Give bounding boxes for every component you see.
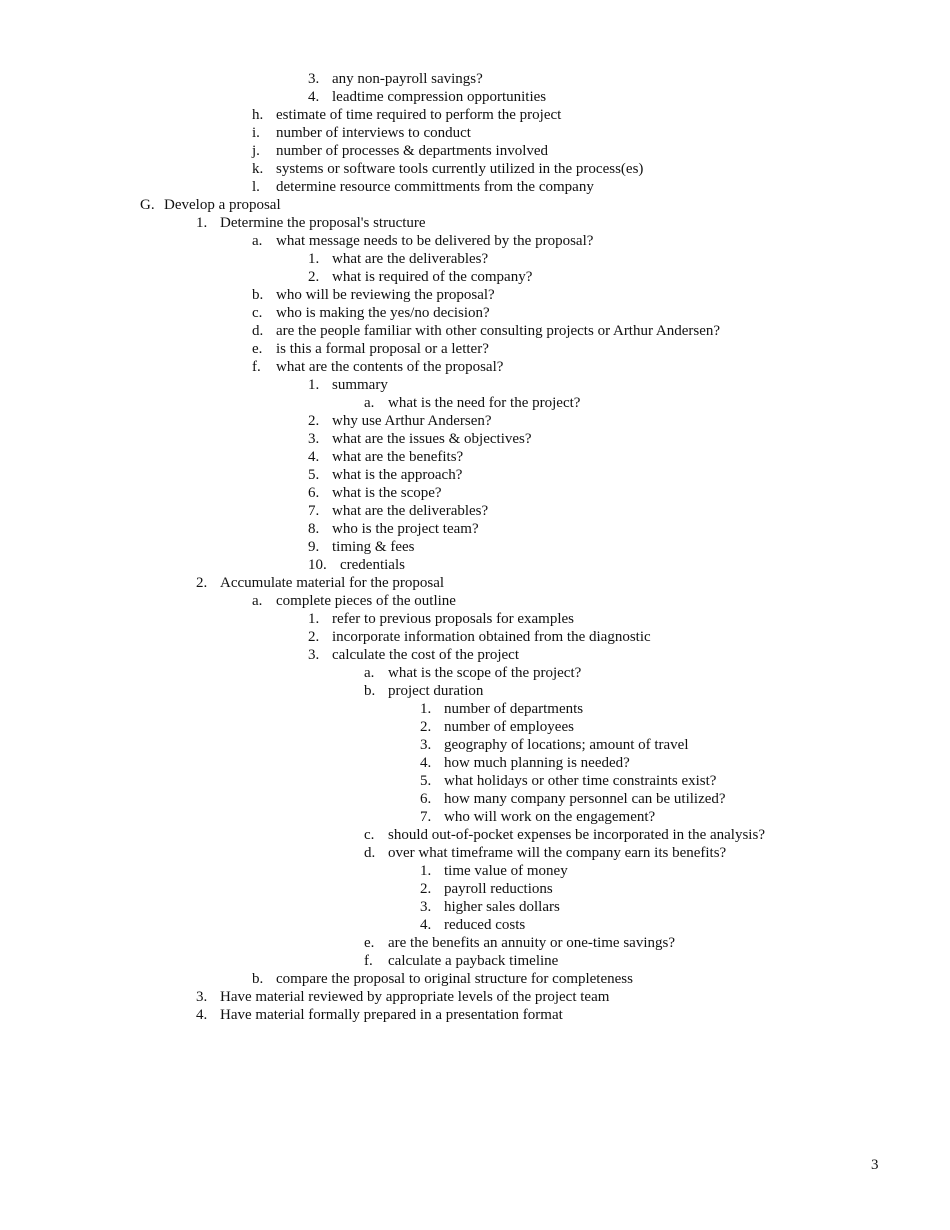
outline-text: who is the project team?	[332, 521, 479, 537]
outline-marker: 2.	[308, 629, 320, 645]
outline-item	[0, 124, 950, 142]
outline-text: number of departments	[444, 701, 584, 717]
outline-item	[0, 682, 950, 700]
outline-text: number of employees	[444, 719, 574, 735]
outline-item	[0, 502, 950, 520]
outline-item	[0, 520, 950, 538]
outline-marker: 1.	[308, 377, 320, 393]
outline-marker: 4.	[420, 755, 432, 771]
outline-marker: 5.	[420, 773, 432, 789]
outline-marker: 3.	[196, 989, 208, 1005]
outline-text: what is required of the company?	[332, 269, 533, 285]
outline-item	[0, 700, 950, 718]
outline-item	[0, 772, 950, 790]
outline-marker: h.	[252, 107, 264, 123]
outline-marker: a.	[364, 665, 375, 681]
outline-marker: 1.	[308, 611, 320, 627]
outline-text: what are the issues & objectives?	[332, 431, 532, 447]
outline-marker: l.	[252, 179, 260, 195]
outline-marker: 10.	[308, 557, 327, 573]
outline-text: over what timeframe will the company earn its benefits?	[388, 845, 727, 861]
outline-text: how much planning is needed?	[444, 755, 630, 771]
outline-marker: a.	[252, 233, 263, 249]
outline-text: calculate the cost of the project	[332, 647, 519, 663]
outline-item	[0, 196, 950, 214]
outline-text: higher sales dollars	[444, 899, 560, 915]
outline-marker: f.	[364, 953, 373, 969]
outline-marker: 4.	[420, 917, 432, 933]
outline-text: who will work on the engagement?	[444, 809, 656, 825]
outline-marker: e.	[252, 341, 263, 357]
outline-text: number of processes & departments involved	[276, 143, 549, 159]
outline-item	[0, 538, 950, 556]
outline-item	[0, 394, 950, 412]
outline-item	[0, 358, 950, 376]
outline-item	[0, 592, 950, 610]
outline-item	[0, 898, 950, 916]
outline-marker: d.	[252, 323, 264, 339]
outline-marker: 4.	[308, 449, 320, 465]
outline-item	[0, 214, 950, 232]
outline-item	[0, 484, 950, 502]
outline-marker: d.	[364, 845, 376, 861]
outline-text: timing & fees	[332, 539, 415, 555]
outline-marker: k.	[252, 161, 264, 177]
outline-text: leadtime compression opportunities	[332, 89, 547, 105]
outline-text: what are the deliverables?	[332, 251, 489, 267]
outline-item	[0, 610, 950, 628]
outline-text: what is the scope of the project?	[388, 665, 582, 681]
outline-text: geography of locations; amount of travel	[444, 737, 689, 753]
outline-text: should out-of-pocket expenses be incorporated in the analysis?	[388, 827, 765, 843]
outline-document	[0, 70, 950, 1024]
outline-marker: i.	[252, 125, 260, 141]
outline-text: Determine the proposal's structure	[220, 215, 426, 231]
outline-text: number of interviews to conduct	[276, 125, 471, 141]
outline-item	[0, 556, 950, 574]
outline-item	[0, 880, 950, 898]
outline-text: what are the contents of the proposal?	[276, 359, 504, 375]
outline-text: complete pieces of the outline	[276, 593, 456, 609]
outline-text: refer to previous proposals for examples	[332, 611, 575, 627]
outline-marker: 6.	[308, 485, 320, 501]
outline-text: Develop a proposal	[164, 197, 281, 213]
outline-marker: 2.	[308, 413, 320, 429]
outline-item	[0, 430, 950, 448]
outline-marker: 3.	[308, 431, 320, 447]
outline-item	[0, 70, 950, 88]
outline-text: incorporate information obtained from the diagnostic	[332, 629, 651, 645]
outline-text: are the people familiar with other consulting projects or Arthur Andersen?	[276, 323, 721, 339]
outline-item	[0, 1006, 950, 1024]
outline-marker: b.	[364, 683, 376, 699]
outline-item	[0, 412, 950, 430]
outline-marker: 2.	[420, 719, 432, 735]
outline-item	[0, 988, 950, 1006]
outline-marker: 9.	[308, 539, 320, 555]
outline-text: project duration	[388, 683, 484, 699]
outline-item	[0, 952, 950, 970]
outline-marker: e.	[364, 935, 375, 951]
outline-marker: 2.	[196, 575, 208, 591]
outline-marker: 6.	[420, 791, 432, 807]
outline-marker: 3.	[420, 899, 432, 915]
outline-text: are the benefits an annuity or one-time savings?	[388, 935, 675, 951]
outline-marker: a.	[252, 593, 263, 609]
outline-text: estimate of time required to perform the project	[276, 107, 562, 123]
outline-marker: 2.	[308, 269, 320, 285]
outline-marker: 4.	[196, 1007, 208, 1023]
outline-marker: 8.	[308, 521, 320, 537]
outline-text: is this a formal proposal or a letter?	[276, 341, 489, 357]
outline-item	[0, 844, 950, 862]
outline-item	[0, 862, 950, 880]
outline-text: payroll reductions	[444, 881, 553, 897]
outline-text: what is the need for the project?	[388, 395, 581, 411]
outline-text: what message needs to be delivered by the proposal?	[276, 233, 594, 249]
outline-list	[0, 70, 950, 1024]
outline-item	[0, 718, 950, 736]
outline-item	[0, 304, 950, 322]
outline-marker: 3.	[308, 71, 320, 87]
outline-text: what is the approach?	[332, 467, 463, 483]
outline-marker: b.	[252, 287, 264, 303]
outline-marker: a.	[364, 395, 375, 411]
outline-text: determine resource committments from the company	[276, 179, 594, 195]
outline-item	[0, 628, 950, 646]
outline-text: what are the deliverables?	[332, 503, 489, 519]
outline-text: Have material reviewed by appropriate levels of the project team	[220, 989, 610, 1005]
outline-item	[0, 268, 950, 286]
outline-item	[0, 736, 950, 754]
outline-marker: 1.	[308, 251, 320, 267]
outline-item	[0, 466, 950, 484]
outline-text: Have material formally prepared in a presentation format	[220, 1007, 563, 1023]
outline-item	[0, 160, 950, 178]
outline-marker: 1.	[420, 863, 432, 879]
outline-item	[0, 142, 950, 160]
outline-text: what holidays or other time constraints exist?	[444, 773, 717, 789]
outline-item	[0, 916, 950, 934]
outline-marker: G.	[140, 197, 155, 213]
outline-item	[0, 934, 950, 952]
outline-marker: 5.	[308, 467, 320, 483]
outline-item	[0, 340, 950, 358]
outline-marker: 3.	[308, 647, 320, 663]
outline-text: credentials	[340, 557, 405, 573]
outline-item	[0, 664, 950, 682]
outline-item	[0, 250, 950, 268]
outline-text: systems or software tools currently utilized in the process(es)	[276, 161, 644, 177]
outline-marker: c.	[252, 305, 263, 321]
outline-text: summary	[332, 377, 388, 393]
outline-marker: 1.	[420, 701, 432, 717]
outline-item	[0, 808, 950, 826]
outline-item	[0, 88, 950, 106]
outline-item	[0, 376, 950, 394]
outline-text: who is making the yes/no decision?	[276, 305, 490, 321]
outline-text: calculate a payback timeline	[388, 953, 559, 969]
outline-marker: c.	[364, 827, 375, 843]
outline-item	[0, 448, 950, 466]
outline-text: who will be reviewing the proposal?	[276, 287, 495, 303]
page-number: 3	[871, 1157, 879, 1173]
outline-marker: 3.	[420, 737, 432, 753]
outline-item	[0, 322, 950, 340]
outline-item	[0, 178, 950, 196]
outline-marker: j.	[252, 143, 260, 159]
outline-item	[0, 754, 950, 772]
outline-text: time value of money	[444, 863, 568, 879]
outline-marker: f.	[252, 359, 261, 375]
outline-text: reduced costs	[444, 917, 526, 933]
outline-marker: 2.	[420, 881, 432, 897]
outline-item	[0, 646, 950, 664]
outline-item	[0, 286, 950, 304]
outline-item	[0, 574, 950, 592]
outline-item	[0, 232, 950, 250]
outline-text: what is the scope?	[332, 485, 442, 501]
outline-text: compare the proposal to original structure for completeness	[276, 971, 633, 987]
outline-marker: b.	[252, 971, 264, 987]
outline-text: why use Arthur Andersen?	[332, 413, 492, 429]
outline-item	[0, 826, 950, 844]
outline-item	[0, 790, 950, 808]
outline-item	[0, 970, 950, 988]
outline-marker: 1.	[196, 215, 208, 231]
outline-marker: 7.	[308, 503, 320, 519]
outline-text: how many company personnel can be utilized?	[444, 791, 726, 807]
outline-text: what are the benefits?	[332, 449, 464, 465]
outline-marker: 7.	[420, 809, 432, 825]
outline-marker: 4.	[308, 89, 320, 105]
outline-text: any non-payroll savings?	[332, 71, 483, 87]
outline-item	[0, 106, 950, 124]
outline-text: Accumulate material for the proposal	[220, 575, 445, 591]
